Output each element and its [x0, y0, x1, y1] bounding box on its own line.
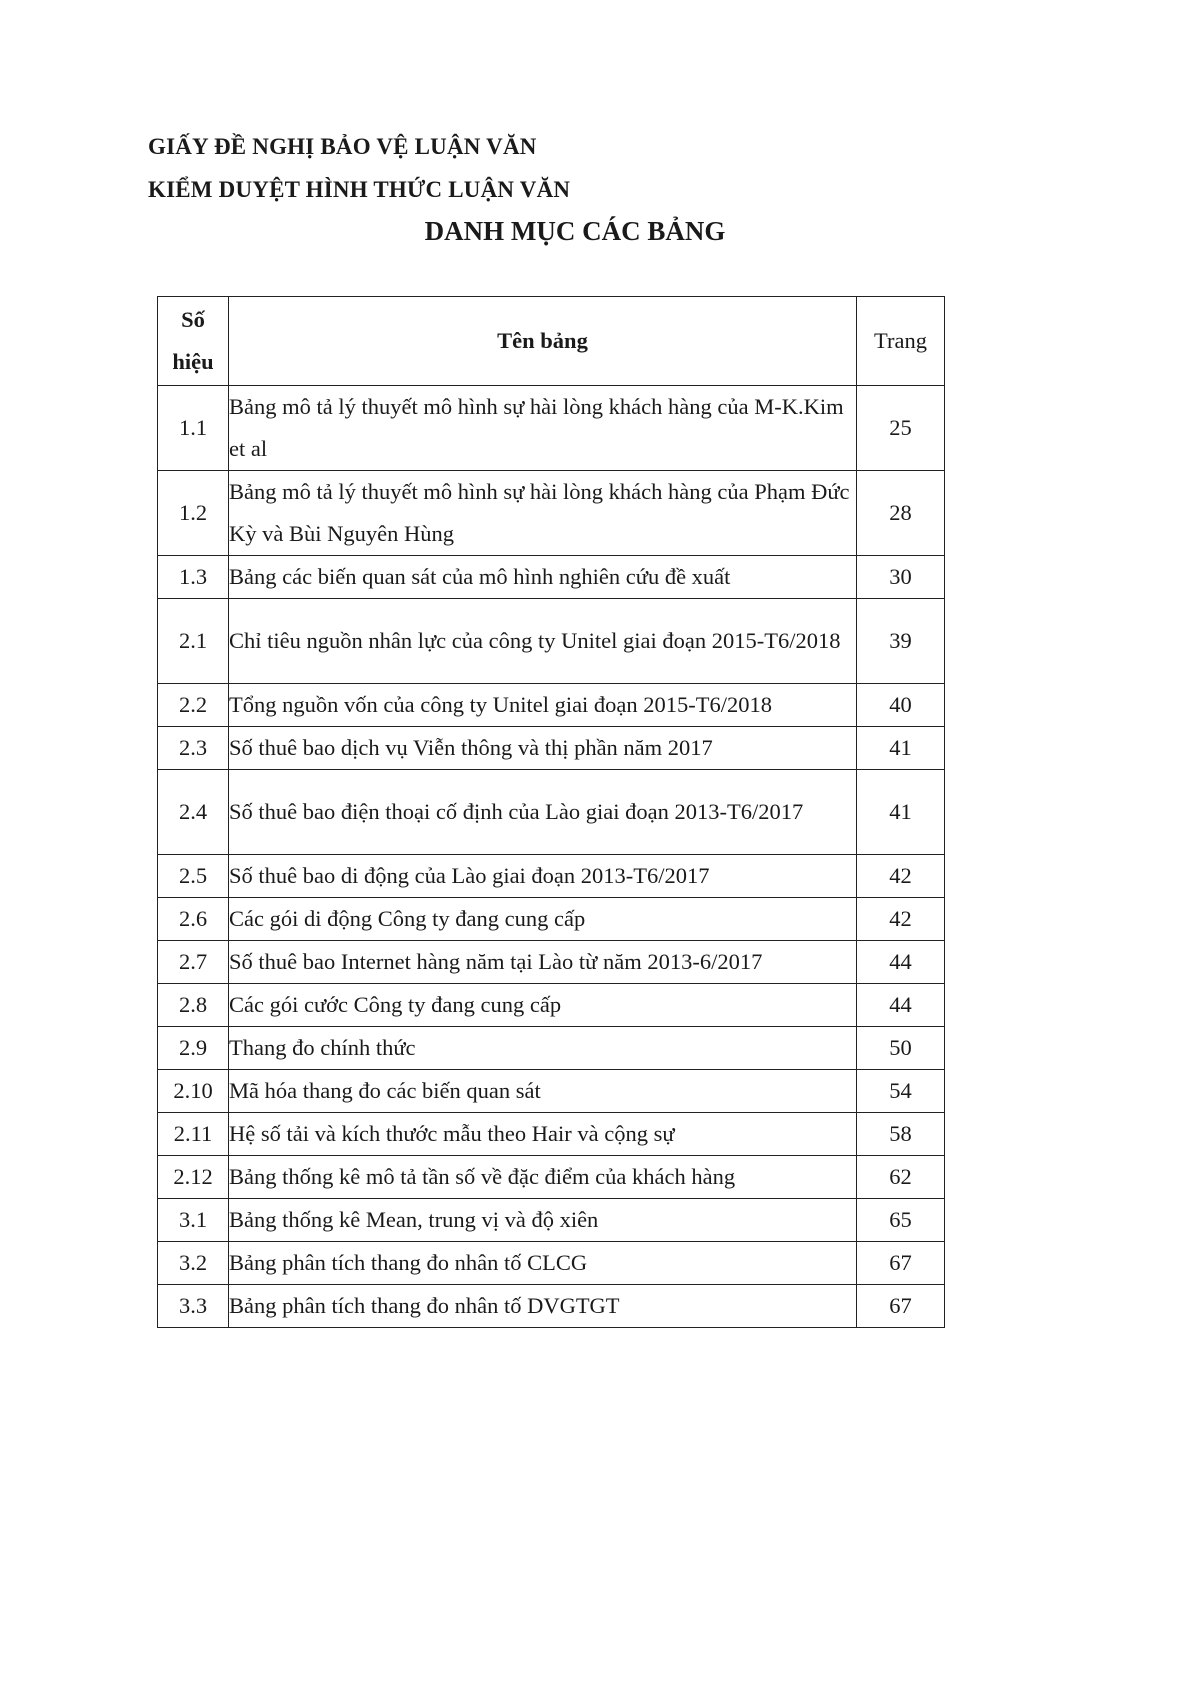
row-page: 58	[857, 1113, 945, 1156]
table-row	[158, 386, 945, 471]
row-title: Bảng thống kê mô tả tần số về đặc điểm của khách hàng	[229, 1156, 857, 1199]
row-number: 3.1	[158, 1199, 229, 1242]
row-number: 3.3	[158, 1285, 229, 1328]
row-title: Bảng các biến quan sát của mô hình nghiên cứu đề xuất	[229, 556, 857, 599]
row-title: Số thuê bao di động của Lào giai đoạn 2013-T6/2017	[229, 855, 857, 898]
table-row	[158, 1242, 945, 1285]
table-row	[158, 727, 945, 770]
row-number: 2.6	[158, 898, 229, 941]
table-row	[158, 684, 945, 727]
row-number: 3.2	[158, 1242, 229, 1285]
row-title: Bảng mô tả lý thuyết mô hình sự hài lòng khách hàng của M-K.Kim et al	[229, 386, 857, 471]
row-number: 2.2	[158, 684, 229, 727]
row-title: Số thuê bao dịch vụ Viễn thông và thị phần năm 2017	[229, 727, 857, 770]
row-number: 1.2	[158, 471, 229, 556]
row-title: Tổng nguồn vốn của công ty Unitel giai đoạn 2015-T6/2018	[229, 684, 857, 727]
table-row	[158, 770, 945, 855]
row-number: 1.1	[158, 386, 229, 471]
row-title: Số thuê bao điện thoại cố định của Lào giai đoạn 2013-T6/2017	[229, 770, 857, 855]
header-so-hieu	[158, 297, 229, 386]
row-title: Số thuê bao Internet hàng năm tại Lào từ năm 2013-6/2017	[229, 941, 857, 984]
row-number: 2.11	[158, 1113, 229, 1156]
row-number: 2.7	[158, 941, 229, 984]
row-page: 42	[857, 855, 945, 898]
row-number: 2.10	[158, 1070, 229, 1113]
row-title: Hệ số tải và kích thước mẫu theo Hair và cộng sự	[229, 1113, 857, 1156]
heading-line-1: GIẤY ĐỀ NGHỊ BẢO VỆ LUẬN VĂN	[148, 134, 537, 159]
heading-line-2: KIỂM DUYỆT HÌNH THỨC LUẬN VĂN	[148, 177, 571, 202]
row-title: Mã hóa thang đo các biến quan sát	[229, 1070, 857, 1113]
row-number: 2.9	[158, 1027, 229, 1070]
row-title: Bảng phân tích thang đo nhân tố DVGTGT	[229, 1285, 857, 1328]
table-row	[158, 1285, 945, 1328]
row-title: Các gói cước Công ty đang cung cấp	[229, 984, 857, 1027]
row-number: 2.1	[158, 599, 229, 684]
table-row	[158, 1156, 945, 1199]
row-number: 2.3	[158, 727, 229, 770]
table-row	[158, 1070, 945, 1113]
table-row	[158, 898, 945, 941]
table-row	[158, 599, 945, 684]
table-row	[158, 1199, 945, 1242]
header-so-line2: hiệu	[172, 349, 214, 374]
table-row	[158, 471, 945, 556]
row-number: 2.12	[158, 1156, 229, 1199]
row-number: 2.8	[158, 984, 229, 1027]
table-header-row	[158, 297, 945, 386]
table-row	[158, 984, 945, 1027]
row-title: Bảng mô tả lý thuyết mô hình sự hài lòng khách hàng của Phạm Đức Kỳ và Bùi Nguyên Hùng	[229, 471, 857, 556]
row-page: 67	[857, 1242, 945, 1285]
header-so-line1: Số	[181, 307, 205, 332]
row-page: 39	[857, 599, 945, 684]
row-page: 42	[857, 898, 945, 941]
row-title: Chỉ tiêu nguồn nhân lực của công ty Unitel giai đoạn 2015-T6/2018	[229, 599, 857, 684]
table-row	[158, 855, 945, 898]
table-row	[158, 941, 945, 984]
table-of-tables	[157, 296, 945, 1328]
row-page: 65	[857, 1199, 945, 1242]
row-title: Các gói di động Công ty đang cung cấp	[229, 898, 857, 941]
table-row	[158, 1113, 945, 1156]
row-page: 44	[857, 984, 945, 1027]
row-page: 54	[857, 1070, 945, 1113]
row-title: Thang đo chính thức	[229, 1027, 857, 1070]
row-page: 50	[857, 1027, 945, 1070]
row-number: 1.3	[158, 556, 229, 599]
row-number: 2.4	[158, 770, 229, 855]
row-page: 67	[857, 1285, 945, 1328]
page-title: DANH MỤC CÁC BẢNG	[424, 216, 726, 246]
table-row	[158, 1027, 945, 1070]
row-number: 2.5	[158, 855, 229, 898]
row-title: Bảng thống kê Mean, trung vị và độ xiên	[229, 1199, 857, 1242]
row-page: 30	[857, 556, 945, 599]
row-page: 44	[857, 941, 945, 984]
row-page: 41	[857, 727, 945, 770]
row-page: 62	[857, 1156, 945, 1199]
row-page: 40	[857, 684, 945, 727]
header-trang: Trang	[857, 297, 945, 386]
row-page: 41	[857, 770, 945, 855]
header-ten-bang: Tên bảng	[229, 297, 857, 386]
row-page: 28	[857, 471, 945, 556]
row-page: 25	[857, 386, 945, 471]
row-title: Bảng phân tích thang đo nhân tố CLCG	[229, 1242, 857, 1285]
table-row	[158, 556, 945, 599]
